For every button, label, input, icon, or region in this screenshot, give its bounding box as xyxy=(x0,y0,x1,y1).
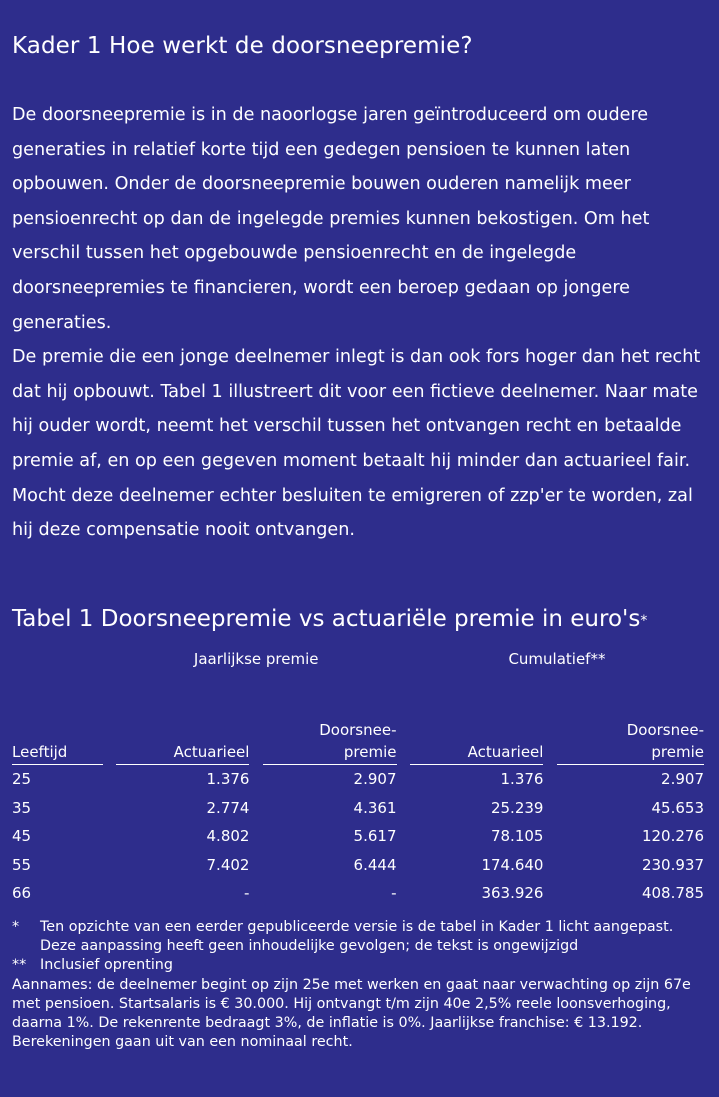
footnote-2-text: Inclusief oprenting xyxy=(40,957,173,974)
table-row: 66 - - 363.926 408.785 xyxy=(12,884,704,903)
col-header-average-annual-top: Doorsnee- xyxy=(319,721,397,739)
footnote-2 xyxy=(12,956,712,975)
box-body xyxy=(12,98,712,548)
table-title xyxy=(12,606,647,632)
footnote-1 xyxy=(12,918,712,956)
table-row: 25 1.376 2.907 1.376 2.907 xyxy=(12,770,704,789)
table-row: 35 2.774 4.361 25.239 45.653 xyxy=(12,798,704,817)
col-header-average-annual: premie xyxy=(263,739,397,765)
col-header-average-cum-top: Doorsnee- xyxy=(626,721,704,739)
premium-table xyxy=(12,650,704,908)
table-row: 45 4.802 5.617 78.105 120.276 xyxy=(12,827,704,846)
assumptions-text: Aannames: de deelnemer begint op zijn 25e met werken en gaat naar verwachting op zijn 67e met pensioen. Startsalaris is € 30.000. Hij ontvangt t/m zijn 40e 2,5% reele loonsverhoging, daarna 1%. De rekenrente bedraagt 3%, de inflatie is 0%. Jaarlijkse franchise: € 13.192. Berekeningen gaan uit van een nominaal recht. xyxy=(12,976,691,1051)
col-header-actuarial-cum: Actuarieel xyxy=(410,739,544,765)
group-header-cumulative: Cumulatief** xyxy=(508,650,606,668)
table-row: 55 7.402 6.444 174.640 230.937 xyxy=(12,855,704,874)
col-header-average-cum: premie xyxy=(557,739,704,765)
box-title: Kader 1 Hoe werkt de doorsneepremie? xyxy=(12,33,473,59)
footnote-1-mark: * xyxy=(12,919,20,935)
footnote-1-text: Ten opzichte van een eerder gepubliceerde versie is de tabel in Kader 1 licht aangepast. Deze aanpassing heeft geen inhoudelijke gevolgen; de tekst is ongewijzigd xyxy=(40,919,674,955)
footnotes xyxy=(12,918,712,1052)
table-title-text: Tabel 1 Doorsneepremie vs actuariële premie in euro's xyxy=(12,606,641,632)
col-header-actuarial-annual: Actuarieel xyxy=(116,739,250,765)
table-title-mark: * xyxy=(640,613,648,629)
footnote-2-mark: ** xyxy=(12,957,27,974)
group-header-annual: Jaarlijkse premie xyxy=(193,650,319,668)
paragraph-2: De premie die een jonge deelnemer inlegt is dan ook fors hoger dan het recht dat hij opbouwt. Tabel 1 illustreert dit voor een fictieve deelnemer. Naar mate hij ouder wordt, neemt het verschil tussen het ontvangen recht en betaalde premie af, en op een gegeven moment betaalt hij minder dan actuarieel fair. Mocht deze deelnemer echter besluiten te emigreren of zzp'er te worden, zal hij deze compensatie nooit ontvangen. xyxy=(12,347,701,541)
paragraph-1: De doorsneepremie is in de naoorlogse jaren geïntroduceerd om oudere generaties in relatief korte tijd een gedegen pensioen te kunnen laten opbouwen. Onder de doorsneepremie bouwen ouderen namelijk meer pensioenrecht op dan de ingelegde premies kunnen bekostigen. Om het verschil tussen het opgebouwde pensioenrecht en de ingelegde doorsneepremies te financieren, wordt een beroep gedaan op jongere generaties. xyxy=(12,105,650,333)
col-header-age: Leeftijd xyxy=(12,739,103,765)
